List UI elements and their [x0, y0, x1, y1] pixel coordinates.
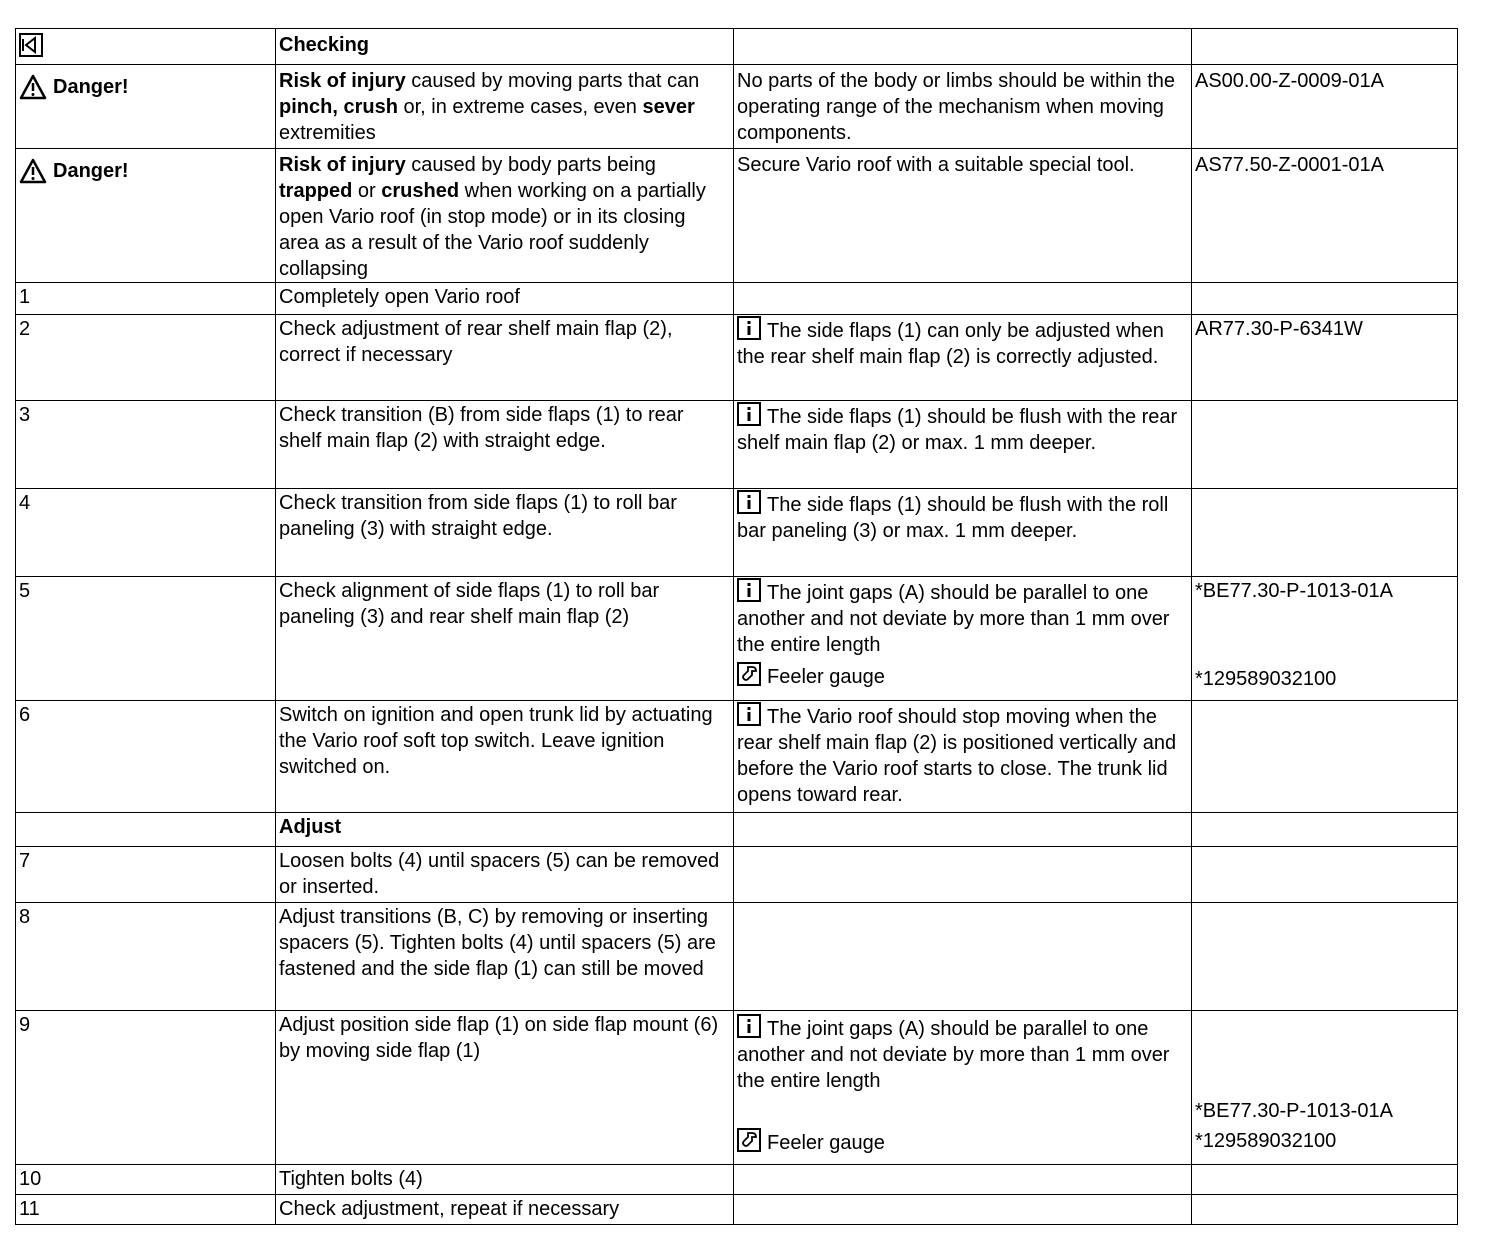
step-text: Check transition (B) from side flaps (1) to rear shelf main flap (2) with straight edge.	[276, 401, 734, 489]
table-row	[16, 577, 1458, 701]
info-icon	[737, 402, 761, 426]
section-title-adjust: Adjust	[276, 813, 734, 847]
danger-label: Danger!	[19, 158, 270, 184]
step-text: Check adjustment, repeat if necessary	[276, 1195, 734, 1225]
step-note: The joint gaps (A) should be parallel to one another and not deviate by more than 1 mm over the entire length Feeler gauge	[734, 1011, 1192, 1165]
step-reference-link[interactable]: AR77.30-P-6341W	[1192, 315, 1458, 401]
step-text: Loosen bolts (4) until spacers (5) can be removed or inserted.	[276, 847, 734, 903]
danger-reference-link[interactable]: AS77.50-Z-0001-01A	[1192, 149, 1458, 283]
info-icon	[737, 702, 761, 726]
table-row	[16, 401, 1458, 489]
step-note: The joint gaps (A) should be parallel to one another and not deviate by more than 1 mm over the entire length Feeler gauge	[734, 577, 1192, 701]
step-number: 10	[16, 1165, 276, 1195]
danger-row	[16, 149, 1458, 283]
step-number: 6	[16, 701, 276, 813]
step-note: The side flaps (1) should be flush with the rear shelf main flap (2) or max. 1 mm deeper.	[734, 401, 1192, 489]
table-row	[16, 1195, 1458, 1225]
tool-part-number-link[interactable]: *129589032100	[1195, 1130, 1337, 1152]
danger-label: Danger!	[19, 74, 270, 100]
procedure-table	[15, 28, 1458, 1225]
step-text: Check transition from side flaps (1) to roll bar paneling (3) with straight edge.	[276, 489, 734, 577]
step-text: Tighten bolts (4)	[276, 1165, 734, 1195]
tool-icon	[737, 1128, 761, 1152]
table-row	[16, 847, 1458, 903]
warning-triangle-icon	[19, 158, 47, 184]
step-text: Switch on ignition and open trunk lid by actuating the Vario roof soft top switch. Leave ignition switched on.	[276, 701, 734, 813]
step-number: 3	[16, 401, 276, 489]
step-reference-cell	[1192, 577, 1458, 701]
step-number: 2	[16, 315, 276, 401]
info-icon	[737, 316, 761, 340]
danger-row	[16, 65, 1458, 149]
step-note: The Vario roof should stop moving when the rear shelf main flap (2) is positioned vertically and before the Vario roof starts to close. The trunk lid opens toward rear.	[734, 701, 1192, 813]
step-number: 9	[16, 1011, 276, 1165]
header-icon-cell	[16, 29, 276, 65]
back-arrow-icon[interactable]	[19, 33, 43, 57]
step-text: Check adjustment of rear shelf main flap (2), correct if necessary	[276, 315, 734, 401]
header-row	[16, 29, 1458, 65]
danger-reference-link[interactable]: AS00.00-Z-0009-01A	[1192, 65, 1458, 149]
table-row	[16, 315, 1458, 401]
step-text: Check alignment of side flaps (1) to roll bar paneling (3) and rear shelf main flap (2)	[276, 577, 734, 701]
step-number: 5	[16, 577, 276, 701]
step-number: 4	[16, 489, 276, 577]
tool-part-number-link[interactable]: *129589032100	[1195, 668, 1337, 690]
step-number: 8	[16, 903, 276, 1011]
step-note: The side flaps (1) should be flush with the roll bar paneling (3) or max. 1 mm deeper.	[734, 489, 1192, 577]
step-reference-cell	[1192, 1011, 1458, 1165]
step-text: Adjust position side flap (1) on side flap mount (6) by moving side flap (1)	[276, 1011, 734, 1165]
step-number: 1	[16, 283, 276, 315]
info-icon	[737, 1014, 761, 1038]
danger-description: Risk of injury caused by moving parts that can pinch, crush or, in extreme cases, even sever extremities	[276, 65, 734, 149]
table-row	[16, 701, 1458, 813]
info-icon	[737, 490, 761, 514]
step-number: 7	[16, 847, 276, 903]
table-row	[16, 1011, 1458, 1165]
step-number: 11	[16, 1195, 276, 1225]
info-icon	[737, 578, 761, 602]
step-reference-link[interactable]: *BE77.30-P-1013-01A	[1195, 580, 1393, 602]
step-note: The side flaps (1) can only be adjusted when the rear shelf main flap (2) is correctly adjusted.	[734, 315, 1192, 401]
danger-measure: No parts of the body or limbs should be within the operating range of the mechanism when moving components.	[734, 65, 1192, 149]
section-title-checking: Checking	[276, 29, 734, 65]
table-row	[16, 1165, 1458, 1195]
warning-triangle-icon	[19, 74, 47, 100]
step-text: Adjust transitions (B, C) by removing or inserting spacers (5). Tighten bolts (4) until spacers (5) are fastened and the side flap (1) can still be moved	[276, 903, 734, 1011]
tool-icon	[737, 662, 761, 686]
danger-description: Risk of injury caused by body parts being trapped or crushed when working on a partially open Vario roof (in stop mode) or in its closing area as a result of the Vario roof suddenly collapsing	[276, 149, 734, 283]
step-reference-link[interactable]: *BE77.30-P-1013-01A	[1195, 1100, 1393, 1122]
step-text: Completely open Vario roof	[276, 283, 734, 315]
table-row	[16, 903, 1458, 1011]
danger-measure: Secure Vario roof with a suitable special tool.	[734, 149, 1192, 283]
table-row	[16, 489, 1458, 577]
table-row	[16, 283, 1458, 315]
adjust-header-row	[16, 813, 1458, 847]
